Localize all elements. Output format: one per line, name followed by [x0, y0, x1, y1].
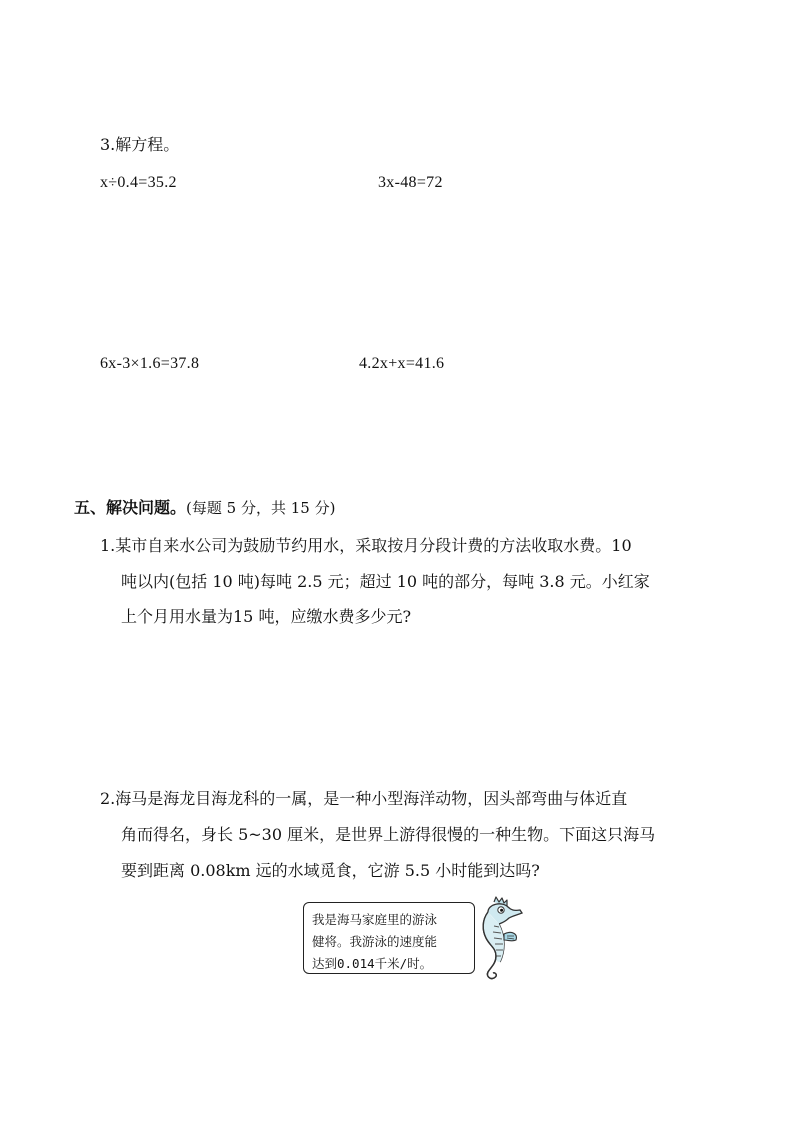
problem1-line3: 上个月用水量为15 吨，应缴水费多少元? [121, 607, 412, 626]
equation-4: 4.2x+x=41.6 [359, 355, 445, 372]
seahorse-speech-bubble [303, 902, 475, 974]
speech-line-2: 健将。我游泳的速度能 [312, 934, 438, 949]
equation-2: 3x-48=72 [378, 174, 443, 191]
problem1-line2: 吨以内(包括 10 吨)每吨 2.5 元；超过 10 吨的部分，每吨 3.8 元。小红家 [121, 572, 650, 591]
problem1-line1: 1.某市自来水公司为鼓励节约用水，采取按月分段计费的方法收取水费。10 [100, 536, 632, 555]
seahorse-icon [472, 896, 528, 982]
section5-header [74, 498, 335, 518]
section5-score-note: (每题 5 分，共 15 分) [186, 499, 336, 517]
section5-heading: 五、解决问题。 [74, 498, 187, 517]
equation-1: x÷0.4=35.2 [100, 174, 177, 191]
speech-line-3: 达到0.014千米/时。 [312, 956, 433, 971]
equation-3: 6x-3×1.6=37.8 [100, 355, 200, 372]
speech-line-1: 我是海马家庭里的游泳 [312, 912, 438, 927]
problem2-line1: 2.海马是海龙目海龙科的一属，是一种小型海洋动物，因头部弯曲与体近直 [100, 789, 628, 808]
problem2-line2: 角而得名，身长 5~30 厘米，是世界上游得很慢的一种生物。下面这只海马 [121, 825, 656, 844]
problem2-line3: 要到距离 0.08km 远的水域觅食，它游 5.5 小时能到达吗? [121, 861, 540, 880]
q3-title: 3.解方程。 [100, 135, 180, 154]
